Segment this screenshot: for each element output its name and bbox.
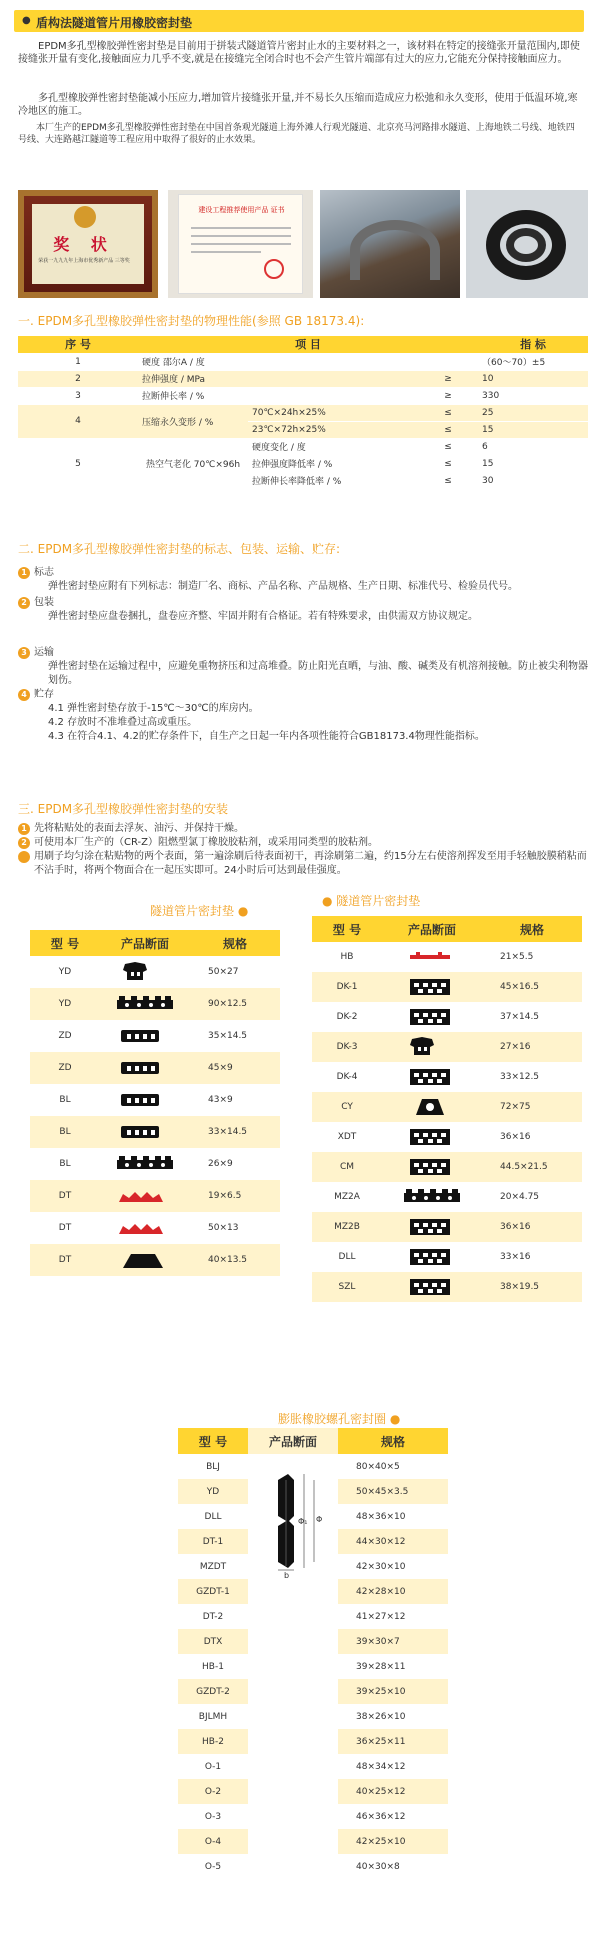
table-row: [178, 1579, 448, 1604]
model-code: BL: [30, 1148, 100, 1180]
gasket-profile-icon: [402, 1187, 462, 1205]
spec-value: 42×30×10: [338, 1554, 448, 1579]
bolt-hole-ring-table: 型 号 产品断面 规格 BLJ 80×40×5 YD 50×45×3.5 DLL 48×36×10 DT-1 44×30×12 MZDT 42×30×10 GZDT-1 42×28×10 DT-2 41×27×12 DTX 39×30×7 HB-1 39×28×11 GZDT-2 39×25×10 BJLMH 38×26×10 HB-2 36×25×11 O-1 48×34×12 O-2 40×25×12 O-3 46×36×12 O-4 42×25×10 O-5 40×30×8: [178, 1428, 448, 1879]
gasket-coil-photo: [466, 190, 588, 298]
gasket-profile-icon: [115, 1058, 175, 1076]
gasket-profile-icon: [115, 994, 175, 1012]
profile-section: [382, 1002, 482, 1032]
profile-section: [248, 1779, 338, 1804]
profile-section: [382, 1182, 482, 1212]
profile-section: [382, 1242, 482, 1272]
profile-section: [248, 1679, 338, 1704]
table-row: [178, 1604, 448, 1629]
number-1-icon: 1: [18, 567, 30, 579]
number-1-icon: 1: [18, 823, 30, 835]
intro-paragraph-2: 多孔型橡胶弹性密封垫能减小压应力,增加管片接缝张开量,并不易长久压缩而造成应力松弛和永久变形，使用于低温环境,寒冷地区的施工。: [18, 93, 578, 117]
model-code: DT: [30, 1180, 100, 1212]
bolt-ring-section-diagram: [258, 1470, 338, 1580]
table-row: [30, 1180, 280, 1212]
table-row: [312, 972, 582, 1002]
table-row: 拉伸强度降低率 / % ≤ 15: [18, 455, 588, 472]
number-3-icon: 3: [18, 647, 30, 659]
model-code: BL: [30, 1116, 100, 1148]
left-gasket-table: 型 号 产品断面 规格 YD 50×27 YD 90×12.5 ZD 35×14.5 ZD 45×9 BL 43×9 BL 33×14.5 BL 26×9 DT 19×6.5 DT 50×13 DT 40×13.5: [30, 930, 280, 1276]
model-code: CY: [312, 1092, 382, 1122]
intro-paragraph-3: 本厂生产的EPDM多孔型橡胶弹性密封垫在中国首条观光隧道上海外滩人行观光隧道、北京亮马河路排水隧道、上海地铁二号线、地铁四号线、大连路越江隧道等工程应用中取得了很好的止水效果。: [18, 123, 575, 145]
model-code: CM: [312, 1152, 382, 1182]
model-code: XDT: [312, 1122, 382, 1152]
gasket-profile-icon: [402, 1007, 462, 1025]
spec-value: 43×9: [190, 1084, 280, 1116]
gasket-profile-icon: [402, 1277, 462, 1295]
gasket-profile-icon: [115, 1250, 175, 1268]
profile-section: [382, 1212, 482, 1242]
profile-section: [248, 1704, 338, 1729]
profile-section: [100, 1084, 190, 1116]
spec-value: 39×28×11: [338, 1654, 448, 1679]
profile-section: [100, 988, 190, 1020]
spec-value: 38×19.5: [482, 1272, 582, 1302]
table-row: [312, 1242, 582, 1272]
spec-value: 48×36×10: [338, 1504, 448, 1529]
page-title-bar: [14, 10, 584, 32]
table-row: [312, 1272, 582, 1302]
table-row: [312, 1212, 582, 1242]
profile-section: [100, 1052, 190, 1084]
spec-value: 42×25×10: [338, 1829, 448, 1854]
table-row: [178, 1779, 448, 1804]
spec-value: 33×14.5: [190, 1116, 280, 1148]
header-no: 序 号: [18, 336, 138, 353]
table-row: [30, 1020, 280, 1052]
spec-value: 40×13.5: [190, 1244, 280, 1276]
model-code: YD: [30, 988, 100, 1020]
spec-value: 20×4.75: [482, 1182, 582, 1212]
gasket-profile-icon: [115, 1090, 175, 1108]
table-row: [178, 1854, 448, 1879]
spec-value: 44×30×12: [338, 1529, 448, 1554]
profile-section: [382, 1122, 482, 1152]
table-row: [312, 1062, 582, 1092]
table-row: [178, 1704, 448, 1729]
model-code: O-3: [178, 1804, 248, 1829]
model-code: HB-1: [178, 1654, 248, 1679]
model-code: DT: [30, 1212, 100, 1244]
table-row: 1 硬度 邵尔A / 度 （60～70）±5: [18, 353, 588, 370]
certificate-title: 奖 状: [53, 235, 115, 254]
profile-section: [100, 1180, 190, 1212]
spec-value: 46×36×12: [338, 1804, 448, 1829]
table-row: 4 压缩永久变形 / % 70℃×24h×25% ≤ 25: [18, 404, 588, 421]
spec-value: 21×5.5: [482, 942, 582, 972]
table-row: [30, 1212, 280, 1244]
model-code: SZL: [312, 1272, 382, 1302]
table-row: [178, 1729, 448, 1754]
table-row: [30, 1084, 280, 1116]
spec-value: 72×75: [482, 1092, 582, 1122]
table-row: [312, 1152, 582, 1182]
gasket-profile-icon: [115, 962, 175, 980]
spec-value: 48×34×12: [338, 1754, 448, 1779]
spec-value: 36×25×11: [338, 1729, 448, 1754]
table-row: 23℃×72h×25% ≤ 15: [18, 421, 588, 438]
table-row: [312, 1002, 582, 1032]
profile-section: [248, 1829, 338, 1854]
model-code: BL: [30, 1084, 100, 1116]
gasket-profile-icon: [402, 1067, 462, 1085]
table-row: [178, 1654, 448, 1679]
spec-value: 40×30×8: [338, 1854, 448, 1879]
gasket-profile-icon: [115, 1154, 175, 1172]
table-row: [178, 1754, 448, 1779]
right-gasket-table: 型 号 产品断面 规格 HB 21×5.5 DK-1 45×16.5 DK-2 37×14.5 DK-3 27×16 DK-4 33×12.5 CY 72×75 XDT 36×16 CM 44.5×21.5 MZ2A 20×4.75 MZ2B 36×16 DLL 33×16 SZL 38×19.5: [312, 916, 582, 1302]
profile-section: [100, 1020, 190, 1052]
header-item: 项 目: [138, 336, 478, 353]
model-code: BJLMH: [178, 1704, 248, 1729]
table-row: [30, 1244, 280, 1276]
spec-value: 36×16: [482, 1212, 582, 1242]
spec-value: 38×26×10: [338, 1704, 448, 1729]
model-code: HB-2: [178, 1729, 248, 1754]
table-row: [312, 1092, 582, 1122]
profile-section: [248, 1804, 338, 1829]
gasket-profile-icon: [402, 1097, 462, 1115]
gasket-profile-icon: [402, 1217, 462, 1235]
spec-value: 37×14.5: [482, 1002, 582, 1032]
model-code: BLJ: [178, 1454, 248, 1479]
profile-section: [100, 1116, 190, 1148]
spec-value: 80×40×5: [338, 1454, 448, 1479]
product-certificate-photo: [168, 190, 313, 298]
profile-section: [100, 1148, 190, 1180]
spec-value: 50×27: [190, 956, 280, 988]
table-row: [178, 1804, 448, 1829]
spec-value: 42×28×10: [338, 1579, 448, 1604]
model-code: MZDT: [178, 1554, 248, 1579]
model-code: DK-4: [312, 1062, 382, 1092]
left-table-title: 隧道管片密封垫 ●: [150, 904, 249, 918]
profile-section: [100, 1212, 190, 1244]
spec-value: 39×30×7: [338, 1629, 448, 1654]
profile-section: [382, 942, 482, 972]
model-code: DT: [30, 1244, 100, 1276]
model-code: DT-1: [178, 1529, 248, 1554]
table-row: 3 拉断伸长率 / % ≥ 330: [18, 387, 588, 404]
model-code: DK-3: [312, 1032, 382, 1062]
profile-section: [100, 956, 190, 988]
table-row: [178, 1829, 448, 1854]
right-table-title: ● 隧道管片密封垫: [322, 894, 421, 908]
properties-table: [18, 336, 588, 490]
table-row: [312, 1032, 582, 1062]
gasket-profile-icon: [402, 1247, 462, 1265]
spec-value: 39×25×10: [338, 1679, 448, 1704]
bottom-table-title: 膨胀橡胶螺孔密封圈 ●: [278, 1412, 401, 1426]
model-code: DLL: [312, 1242, 382, 1272]
model-code: DT-2: [178, 1604, 248, 1629]
diagram-label-phi: Φ: [316, 1515, 323, 1524]
profile-section: [382, 972, 482, 1002]
table-row: [30, 1116, 280, 1148]
gasket-profile-icon: [115, 1186, 175, 1204]
number-2-icon: 2: [18, 837, 30, 849]
model-code: O-5: [178, 1854, 248, 1879]
spec-value: 90×12.5: [190, 988, 280, 1020]
gasket-profile-icon: [115, 1122, 175, 1140]
gasket-profile-icon: [402, 977, 462, 995]
model-code: GZDT-1: [178, 1579, 248, 1604]
profile-section: [100, 1244, 190, 1276]
spec-value: 26×9: [190, 1148, 280, 1180]
profile-section: [382, 1272, 482, 1302]
model-code: ZD: [30, 1052, 100, 1084]
gasket-profile-icon: [402, 1037, 462, 1055]
profile-section: [382, 1062, 482, 1092]
profile-section: [382, 1092, 482, 1122]
model-code: DK-1: [312, 972, 382, 1002]
number-3-icon: 3: [18, 851, 30, 863]
gasket-profile-icon: [115, 1026, 175, 1044]
table-row: [30, 1052, 280, 1084]
model-code: O-1: [178, 1754, 248, 1779]
spec-value: 35×14.5: [190, 1020, 280, 1052]
model-code: HB: [312, 942, 382, 972]
seal-icon: [74, 206, 96, 228]
table-row: [312, 1182, 582, 1212]
spec-value: 19×6.5: [190, 1180, 280, 1212]
table-row: [178, 1629, 448, 1654]
number-4-icon: 4: [18, 689, 30, 701]
photo-strip: [18, 190, 588, 300]
section-2-list: 1 标志 弹性密封垫应附有下列标志：制造厂名、商标、产品名称、产品规格、生产日期、标准代号、检验员代号。 2 包装 弹性密封垫应盘卷捆扎，盘卷应齐整、牢固并附有合格证。若有特殊要求，由供需双方协议规定。 3 运输 弹性密封垫在运输过程中，应避免重物挤压和过高堆叠。防止阳光直晒，与油、酸、碱类及有机溶剂接触。防止被尖利物器划伤。 4 贮存 4.1 弹性密封垫存放于-15℃～30℃的库房内。 4.2 存放时不准堆叠过高或重压。 4.3 在符合4.1、4.2的贮存条件下，自生产之日起一年内各项性能符合GB18173.4物理性能指标。: [18, 566, 588, 744]
gasket-profile-icon: [402, 947, 462, 965]
section-3-title: 三. EPDM多孔型橡胶弹性密封垫的安装: [18, 802, 229, 816]
spec-value: 45×9: [190, 1052, 280, 1084]
tunnel-construction-photo: [320, 190, 460, 298]
table-row: [30, 956, 280, 988]
award-certificate-photo: [18, 190, 158, 298]
spec-value: 27×16: [482, 1032, 582, 1062]
spec-value: 50×45×3.5: [338, 1479, 448, 1504]
header-value: 指 标: [478, 336, 588, 353]
model-code: O-2: [178, 1779, 248, 1804]
spec-value: 33×12.5: [482, 1062, 582, 1092]
profile-section: [248, 1754, 338, 1779]
section-1-title: 一. EPDM多孔型橡胶弹性密封垫的物理性能(参照 GB 18173.4):: [18, 314, 365, 328]
gasket-profile-icon: [115, 1218, 175, 1236]
spec-value: 50×13: [190, 1212, 280, 1244]
intro-paragraph-1: EPDM多孔型橡胶弹性密封垫是目前用于拼装式隧道管片密封止水的主要材料之一，该材料在特定的接缝张开量范围内,即使接缝张开量有变化,接触面应力几乎不变,就是在接缝完全闭合时也不会产生管片端部有过大的应力,它能充分保持接触面应力。: [18, 41, 580, 65]
model-code: YD: [30, 956, 100, 988]
profile-section: [248, 1604, 338, 1629]
section-3-list: 1 先将粘贴处的表面去浮灰、油污、并保持干燥。 2 可使用本厂生产的（CR-Z）阻燃型氯丁橡胶胶粘剂，或采用同类型的胶粘剂。 3 用刷子均匀涂在粘贴物的两个表面，第一遍涂刷后待表面初干，再涂刷第二遍，约15分左右使溶剂挥发至用手轻触胶膜稍粘而不沾手时，将两个物面合在一起压实即可。24小时后可达到最佳强度。: [13, 823, 587, 876]
gasket-profile-icon: [402, 1157, 462, 1175]
table-row: 拉断伸长率降低率 / % ≤ 30: [18, 472, 588, 489]
model-code: ZD: [30, 1020, 100, 1052]
model-code: MZ2A: [312, 1182, 382, 1212]
section-2-title: 二. EPDM多孔型橡胶弹性密封垫的标志、包装、运输、贮存:: [18, 542, 341, 556]
spec-value: 33×16: [482, 1242, 582, 1272]
spec-value: 40×25×12: [338, 1779, 448, 1804]
number-2-icon: 2: [18, 597, 30, 609]
model-code: GZDT-2: [178, 1679, 248, 1704]
diagram-label-b: b: [284, 1571, 290, 1580]
model-code: MZ2B: [312, 1212, 382, 1242]
profile-section: [248, 1729, 338, 1754]
profile-section: [382, 1152, 482, 1182]
spec-value: 44.5×21.5: [482, 1152, 582, 1182]
table-row: 2 拉伸强度 / MPa ≥ 10: [18, 370, 588, 387]
certificate-text: 荣获一九九九年上海市优秀新产品 三等奖: [38, 258, 130, 264]
model-code: DK-2: [312, 1002, 382, 1032]
profile-section: [248, 1629, 338, 1654]
model-code: DTX: [178, 1629, 248, 1654]
table-row: [178, 1679, 448, 1704]
profile-section: [248, 1854, 338, 1879]
certificate-title-2: 建设工程推荐使用产品 证书: [198, 206, 285, 214]
spec-value: 45×16.5: [482, 972, 582, 1002]
model-code: YD: [178, 1479, 248, 1504]
page-title: 盾构法隧道管片用橡胶密封垫: [36, 16, 193, 30]
table-row: [312, 942, 582, 972]
profile-section: [382, 1032, 482, 1062]
table-row: [312, 1122, 582, 1152]
profile-section: [248, 1654, 338, 1679]
table-row: [30, 1148, 280, 1180]
diagram-label-phi1: Φ₁: [298, 1517, 308, 1526]
profile-section: [248, 1579, 338, 1604]
spec-value: 41×27×12: [338, 1604, 448, 1629]
model-code: DLL: [178, 1504, 248, 1529]
spec-value: 36×16: [482, 1122, 582, 1152]
table-row: 5 热空气老化 70℃×96h 硬度变化 / 度 ≤ 6: [18, 438, 588, 455]
title-bullet: ●: [22, 15, 31, 26]
model-code: O-4: [178, 1829, 248, 1854]
gasket-profile-icon: [402, 1127, 462, 1145]
table-row: [30, 988, 280, 1020]
stamp-icon: [264, 259, 284, 279]
